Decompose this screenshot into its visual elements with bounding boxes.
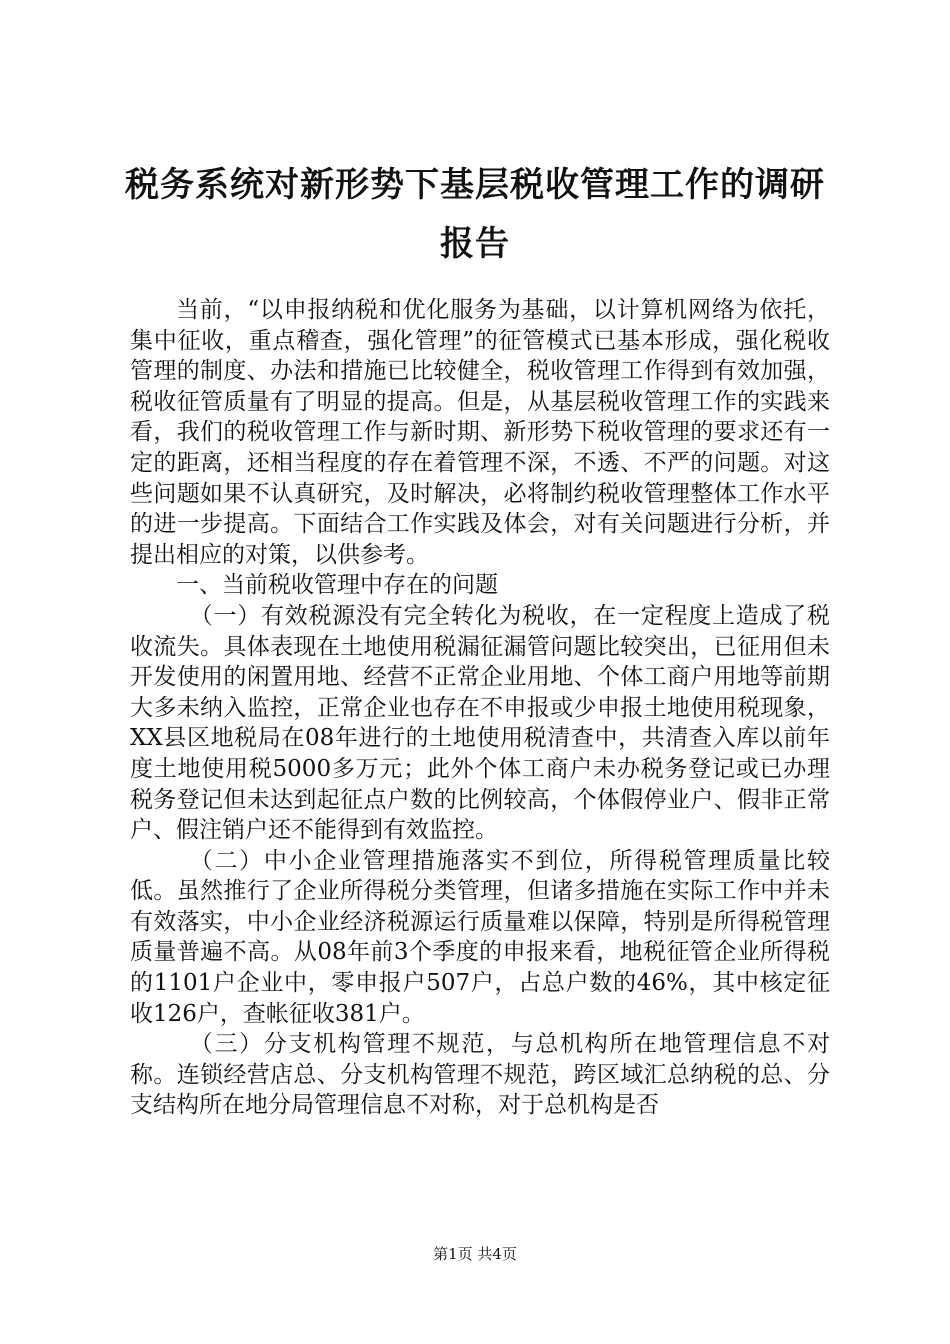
title-line-2: 报告: [440, 224, 510, 264]
page-footer: 第1页 共4页: [433, 1245, 517, 1263]
document-body: [130, 295, 830, 1121]
title-line-1: 税务系统对新形势下基层税收管理工作的调研: [125, 165, 825, 205]
issue-paragraph-1: （一）有效税源没有完全转化为税收，在一定程度上造成了税收流失。具体表现在土地使用税漏征漏管问题比较突出，已征用但未开发使用的闲置用地、经营不正常企业用地、个体工商户用地等前期大多未纳入监控，正常企业也存在不申报或少申报土地使用税现象，XX县区地税局在08年进行的土地使用税清查中，共清查入库以前年度土地使用税5000多万元；此外个体工商户未办税务登记或已办理税务登记但未达到起征点户数的比例较高，个体假停业户、假非正常户、假注销户还不能得到有效监控。: [130, 602, 830, 844]
intro-paragraph: 当前，“以申报纳税和优化服务为基础，以计算机网络为依托，集中征收，重点稽查，强化管理”的征管模式已基本形成，强化税收管理的制度、办法和措施已比较健全，税收管理工作得到有效加强，税收征管质量有了明显的提高。但是，从基层税收管理工作的实践来看，我们的税收管理工作与新时期、新形势下税收管理的要求还有一定的距离，还相当程度的存在着管理不深，不透、不严的问题。对这些问题如果不认真研究，及时解决，必将制约税收管理整体工作水平的进一步提高。下面结合工作实践及体会，对有关问题进行分析，并提出相应的对策，以供参考。: [130, 297, 830, 568]
section-heading: 一、当前税收管理中存在的问题: [176, 572, 498, 599]
document-title: [110, 160, 840, 269]
issue-paragraph-2: （二）中小企业管理措施落实不到位，所得税管理质量比较低。虽然推行了企业所得税分类管理，但诸多措施在实际工作中并未有效落实，中小企业经济税源运行质量难以保障，特别是所得税管理质量普遍不高。从08年前3个季度的申报来看，地税征管企业所得税的1101户企业中，零申报户507户，占总户数的46%，其中核定征收126户，查帐征收381户。: [130, 847, 830, 1027]
issue-paragraph-3: （三）分支机构管理不规范，与总机构所在地管理信息不对称。连锁经营店总、分支机构管理不规范，跨区域汇总纳税的总、分支结构所在地分局管理信息不对称，对于总机构是否: [130, 1031, 830, 1119]
